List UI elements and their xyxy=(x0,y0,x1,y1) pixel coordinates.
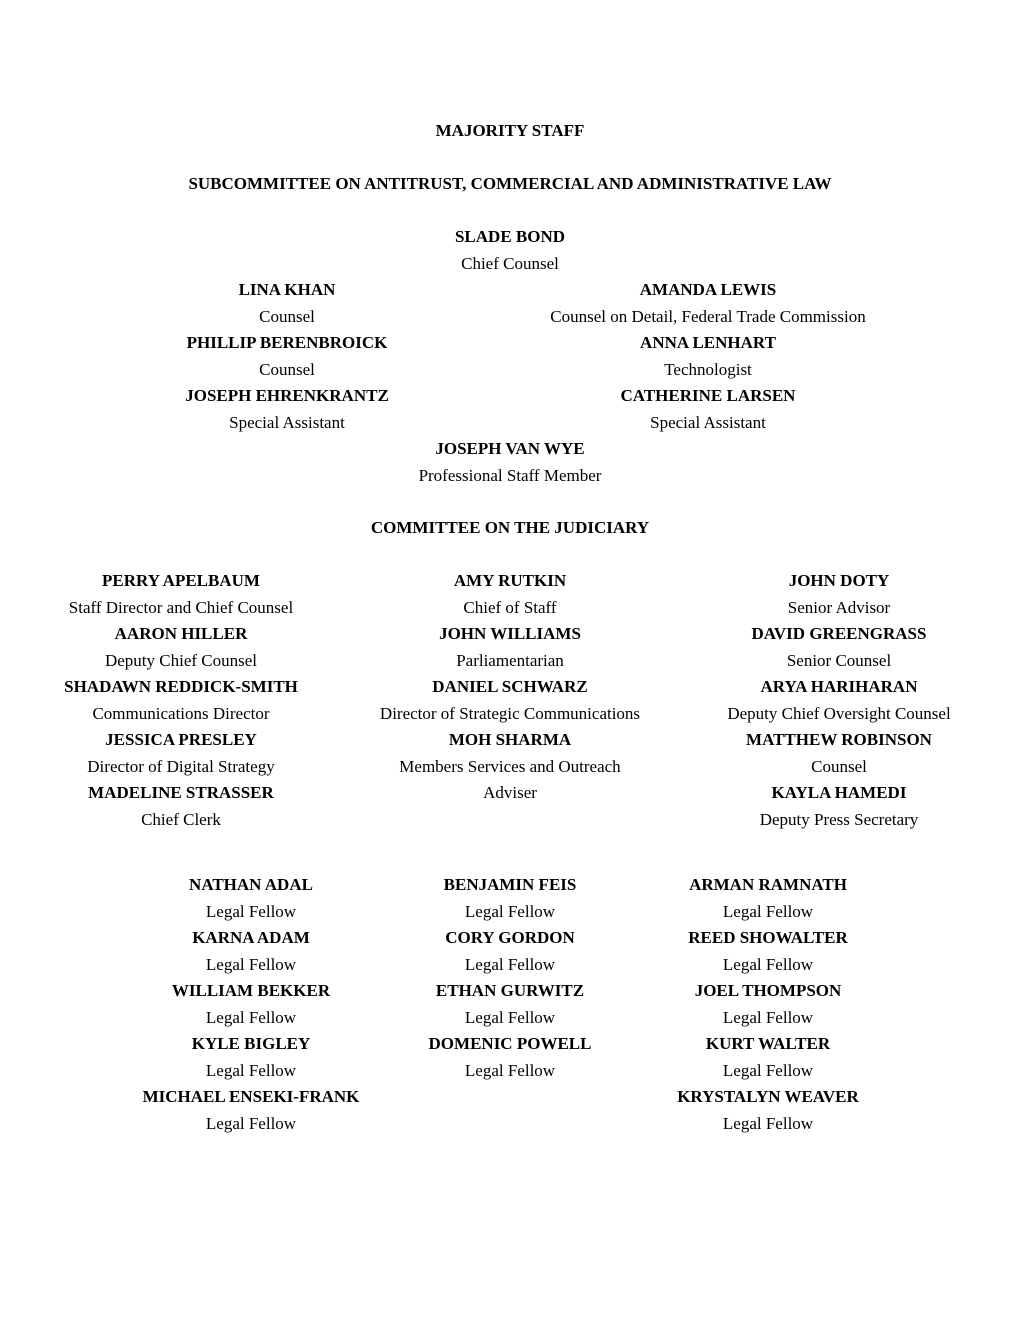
person-title: Counsel xyxy=(259,359,315,379)
staff-entry xyxy=(345,568,675,621)
staff-entry xyxy=(365,925,655,978)
staff-entry xyxy=(345,621,675,674)
staff-entry xyxy=(16,780,346,833)
staff-entry xyxy=(16,674,346,727)
person-name: JOSEPH EHRENKRANTZ xyxy=(185,386,389,405)
staff-entry xyxy=(16,621,346,674)
person-title: Counsel xyxy=(811,756,867,776)
person-title: Chief of Staff xyxy=(463,597,557,617)
person-name: MOH SHARMA xyxy=(448,730,572,749)
person-title: Legal Fellow xyxy=(722,954,814,974)
person-name: PHILLIP BERENBROICK xyxy=(186,333,388,352)
staff-entry xyxy=(117,383,457,436)
person-name: BENJAMIN FEIS xyxy=(443,875,577,894)
staff-entry xyxy=(365,978,655,1031)
person-title: Legal Fellow xyxy=(205,1060,297,1080)
staff-entry xyxy=(365,872,655,925)
staff-entry xyxy=(16,727,346,780)
staff-entry xyxy=(508,383,908,436)
judiciary-heading: COMMITTEE ON THE JUDICIARY xyxy=(370,518,650,537)
staff-entry xyxy=(674,674,1004,727)
person-name: ANNA LENHART xyxy=(640,333,776,352)
person-title: Communications Director xyxy=(92,703,270,723)
person-name: DANIEL SCHWARZ xyxy=(432,677,588,696)
staff-entry xyxy=(345,674,675,727)
fellows-column-2 xyxy=(365,872,655,1084)
person-name: KARNA ADAM xyxy=(192,928,310,947)
person-name: JOEL THOMPSON xyxy=(694,981,842,1000)
person-title: Legal Fellow xyxy=(464,954,556,974)
person-name: SHADAWN REDDICK-SMITH xyxy=(64,677,298,696)
staff-entry xyxy=(674,780,1004,833)
staff-entry xyxy=(106,872,396,925)
person-name: AMY RUTKIN xyxy=(453,571,567,590)
person-title: Deputy Chief Oversight Counsel xyxy=(727,703,951,723)
person-title: Deputy Press Secretary xyxy=(759,809,919,829)
person-name: LINA KHAN xyxy=(238,280,336,299)
person-name: ETHAN GURWITZ xyxy=(435,981,585,1000)
staff-entry xyxy=(16,568,346,621)
staff-entry xyxy=(106,978,396,1031)
staff-entry xyxy=(106,925,396,978)
staff-entry xyxy=(117,277,457,330)
person-name: AARON HILLER xyxy=(114,624,248,643)
person-title: Director of Digital Strategy xyxy=(87,756,275,776)
person-name: CATHERINE LARSEN xyxy=(620,386,796,405)
staff-entry xyxy=(117,330,457,383)
person-title: Chief Counsel xyxy=(461,253,559,273)
staff-entry xyxy=(508,277,908,330)
staff-entry xyxy=(106,1031,396,1084)
subcommittee-right-column xyxy=(508,277,908,436)
person-title: Counsel on Detail, Federal Trade Commission xyxy=(550,306,866,326)
person-title: Legal Fellow xyxy=(464,901,556,921)
subcommittee-heading: SUBCOMMITTEE ON ANTITRUST, COMMERCIAL AND ADMINISTRATIVE LAW xyxy=(188,174,832,193)
person-name: JOHN WILLIAMS xyxy=(439,624,581,643)
person-name: REED SHOWALTER xyxy=(688,928,848,947)
staff-entry xyxy=(623,1031,913,1084)
staff-entry xyxy=(623,925,913,978)
subcommittee-left-column xyxy=(117,277,457,436)
person-title: Legal Fellow xyxy=(205,1113,297,1133)
fellows-column-1 xyxy=(106,872,396,1137)
person-title: Legal Fellow xyxy=(722,1007,814,1027)
staff-entry xyxy=(508,330,908,383)
judiciary-column-3 xyxy=(674,568,1004,833)
staff-entry xyxy=(623,978,913,1031)
staff-entry xyxy=(623,1084,913,1137)
staff-entry xyxy=(674,621,1004,674)
person-title: Legal Fellow xyxy=(464,1007,556,1027)
person-title: Senior Counsel xyxy=(786,650,892,670)
person-title: Legal Fellow xyxy=(205,901,297,921)
judiciary-column-2 xyxy=(345,568,675,807)
person-title: Special Assistant xyxy=(229,412,345,432)
person-title: Deputy Chief Counsel xyxy=(104,650,258,670)
person-name: PERRY APELBAUM xyxy=(102,571,260,590)
person-name: JOHN DOTY xyxy=(788,571,890,590)
person-name: ARYA HARIHARAN xyxy=(760,677,918,696)
person-name: MATTHEW ROBINSON xyxy=(746,730,932,749)
person-name: KURT WALTER xyxy=(705,1034,831,1053)
person-name: MICHAEL ENSEKI-FRANK xyxy=(142,1087,360,1106)
person-name: KRYSTALYN WEAVER xyxy=(677,1087,859,1106)
person-name: AMANDA LEWIS xyxy=(639,280,777,299)
person-name: SLADE BOND xyxy=(454,227,566,246)
person-title: Legal Fellow xyxy=(205,954,297,974)
person-title: Legal Fellow xyxy=(722,1113,814,1133)
judiciary-column-1 xyxy=(16,568,346,833)
staff-entry xyxy=(674,727,1004,780)
person-name: DAVID GREENGRASS xyxy=(751,624,927,643)
person-title: Members Services and Outreach xyxy=(399,756,621,776)
person-name: DOMENIC POWELL xyxy=(428,1034,592,1053)
person-title: Legal Fellow xyxy=(722,1060,814,1080)
person-title: Technologist xyxy=(664,359,752,379)
person-title: Staff Director and Chief Counsel xyxy=(68,597,294,617)
staff-entry xyxy=(345,727,675,807)
person-title: Legal Fellow xyxy=(464,1060,556,1080)
person-name: WILLIAM BEKKER xyxy=(171,981,331,1000)
person-title-line-2: Adviser xyxy=(483,783,537,802)
subcommittee-lead-entry xyxy=(0,224,1020,277)
person-title: Chief Clerk xyxy=(141,809,221,829)
fellows-column-3 xyxy=(623,872,913,1137)
staff-entry xyxy=(106,1084,396,1137)
staff-entry xyxy=(623,872,913,925)
person-title: Director of Strategic Communications xyxy=(379,703,641,723)
subcommittee-tail-entry xyxy=(0,436,1020,489)
person-title: Counsel xyxy=(259,306,315,326)
person-title: Senior Advisor xyxy=(787,597,891,617)
staff-entry xyxy=(365,1031,655,1084)
person-name: MADELINE STRASSER xyxy=(88,783,274,802)
person-name: JESSICA PRESLEY xyxy=(105,730,257,749)
person-title: Special Assistant xyxy=(650,412,766,432)
staff-entry xyxy=(674,568,1004,621)
majority-staff-heading: MAJORITY STAFF xyxy=(435,121,585,140)
person-name: CORY GORDON xyxy=(445,928,575,947)
person-title: Professional Staff Member xyxy=(418,465,602,485)
person-name: KYLE BIGLEY xyxy=(191,1034,311,1053)
person-name: NATHAN ADAL xyxy=(189,875,313,894)
person-name: KAYLA HAMEDI xyxy=(771,783,907,802)
person-title: Legal Fellow xyxy=(205,1007,297,1027)
person-name: JOSEPH VAN WYE xyxy=(435,439,585,458)
person-name: ARMAN RAMNATH xyxy=(689,875,847,894)
person-title: Parliamentarian xyxy=(456,650,564,670)
person-title: Legal Fellow xyxy=(722,901,814,921)
